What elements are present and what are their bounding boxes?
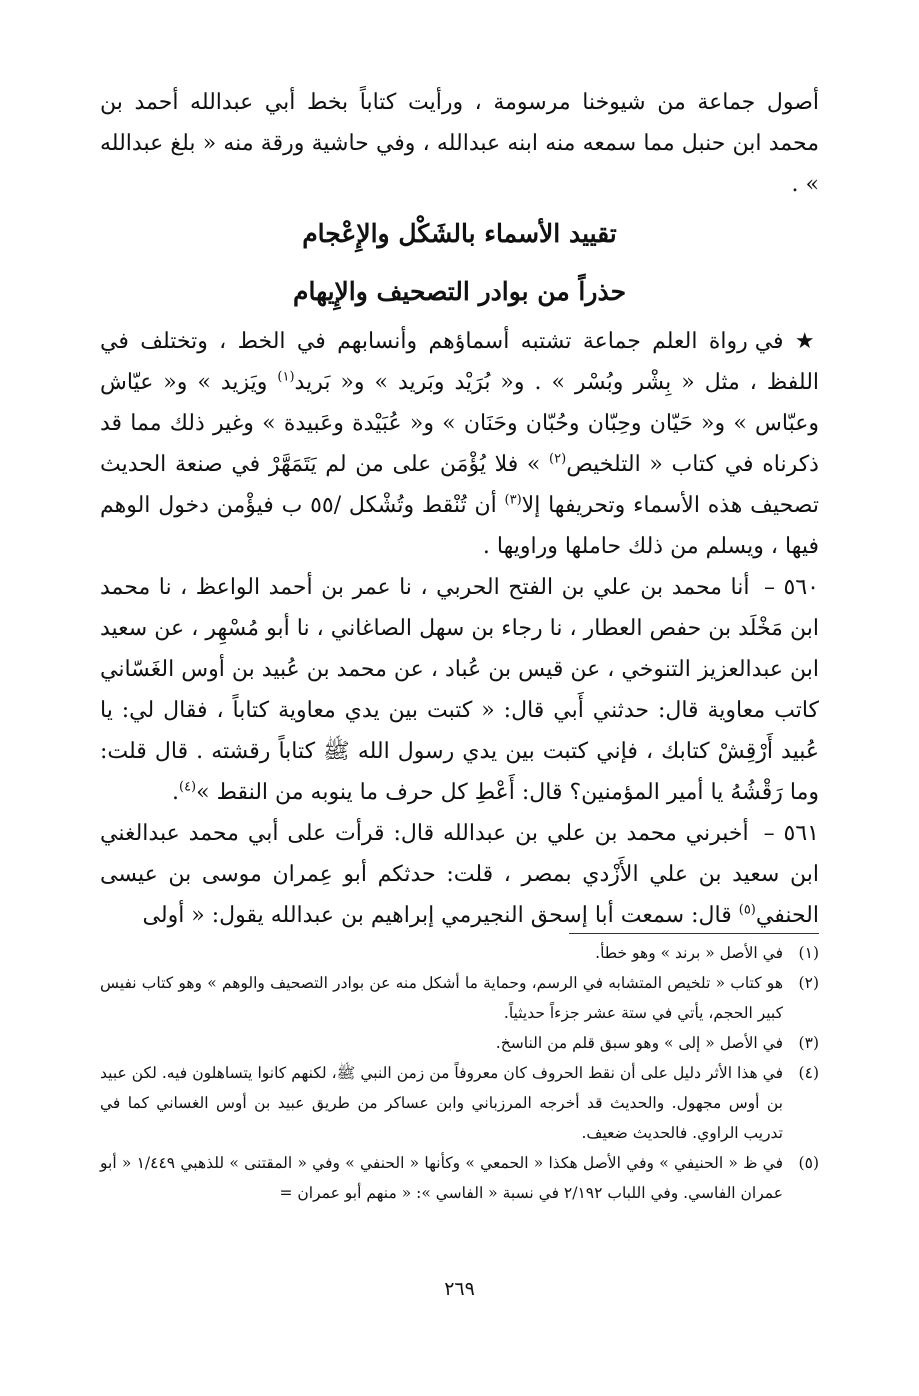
intro-line-1: أصول جماعة من شيوخنا مرسومة ، ورأيت كتاباً بخط أبي عبدالله أحمد بن محمد — [100, 90, 819, 156]
hadith-number-561: ٥٦١ – — [763, 821, 819, 846]
footnote-ref-5[interactable]: (٥) — [738, 902, 756, 918]
footnote-number: (٣) — [798, 1034, 819, 1052]
hadith-561-text-2: قال: سمعت أبا إسحق النجيرمي إبراهيم بن عبدالله يقول: « أولى — [142, 903, 732, 928]
section-paragraph — [100, 321, 819, 567]
footnote-ref-1[interactable]: (١) — [277, 369, 295, 385]
footnote-ref-3[interactable]: (٣) — [504, 492, 522, 508]
footnote-number: (٥) — [798, 1154, 819, 1172]
section-text-1: في رواة العلم جماعة تشتبه أسماؤهم وأنسابهم في الخط ، وتختلف في اللفظ ، مثل « بِشْر وبُسْر » . و« بُرَيْد وبَريد » و« بَريد — [100, 329, 820, 395]
hadith-number-560: ٥٦٠ – — [764, 575, 819, 600]
main-text — [100, 82, 819, 936]
footnote-ref-4[interactable]: (٤) — [178, 779, 197, 795]
intro-line-2: ابن حنبل مما سمعه منه ابنه عبدالله ، وفي حاشية ورقة منه « بلغ عبدالله » . — [100, 131, 819, 197]
footnote-ref-2[interactable]: (٢) — [549, 451, 567, 467]
footnote-text: في ظ « الحنيفي » وفي الأصل هكذا « الحمعي » وكأنها « الحنفي » وفي « المقتنى » للذهبي ١/٤٤٩ « أبو عمران الفاسي. وفي اللباب ٢/١٩٢ في نسبة « الفاسي »: « منهم أبو عمران = — [100, 1154, 783, 1202]
hadith-561 — [100, 813, 819, 936]
hadith-560 — [100, 567, 819, 813]
hadith-561-text: أخبرني محمد بن علي بن عبدالله قال: قرأت على أبي محمد عبدالغني ابن سعيد بن علي الأَزْدي بمصر ، قلت: حدثكم أبو عِمران موسى بن عيسى الحنفي — [100, 821, 819, 928]
footnote-number: (٢) — [798, 974, 819, 992]
footnote-text: في هذا الأثر دليل على أن نقط الحروف كان معروفاً من زمن النبي ﷺ، لكنهم كانوا يتساهلون فيه. لكن عبيد بن أوس مجهول. والحديث قد أخرجه المرزباني وابن عساكر من طريق عبيد بن أوس الغساني كما في تدريب الراوي. فالحديث ضعيف. — [100, 1064, 783, 1142]
hadith-560-end: . — [171, 780, 179, 805]
hadith-560-text: أنا محمد بن علي بن الفتح الحربي ، نا عمر بن أحمد الواعظ ، نا محمد ابن مَخْلَد بن حفص العطار ، نا رجاء بن سهل الصاغاني ، نا أبو مُسْهِر ، عن سعيد ابن عبدالعزيز التنوخي ، عن قيس بن عُباد ، عن محمد بن عُبيد بن أوس الغَسّاني كاتب معاوية قال: حدثني أَبي قال: « كتبت بين يدي معاوية كتاباً ، فقال لي: يا عُبيد أَرْقِشْ كتابك ، فإني كتبت بين يدي رسول الله ﷺ كتاباً رقشته . قال قلت: وما رَقْشُهُ يا أمير المؤمنين؟ قال: أَعْطِ كل حرف ما ينوبه من النقط » — [100, 575, 819, 805]
footnote-1 — [100, 938, 819, 968]
section-text-3: » فلا يُؤْمَن على من لم يَتَمَهَّرْ في صنعة الحديث تصحيف هذه الأسماء وتحريفها إلا — [100, 452, 819, 518]
footnote-5 — [100, 1148, 819, 1208]
footnotes — [100, 938, 819, 1208]
intro-paragraph — [100, 82, 819, 205]
footnote-number: (١) — [798, 944, 819, 962]
section-title: تقييد الأسماء بالشَكْل والإِعْجام — [302, 219, 617, 248]
footnote-text: هو كتاب « تلخيص المتشابه في الرسم، وحماية ما أشكل منه عن بوادر التصحيف والوهم » وهو كتاب نفيس كبير الحجم، يأتي في ستة عشر جزءاً حديثياً. — [100, 974, 783, 1022]
footnote-3 — [100, 1028, 819, 1058]
page-number: ٢٦٩ — [444, 1278, 475, 1300]
section-text-4: أن تُنْقط وتُشْكل /٥٥ ب فيؤْمن دخول الوهم فيها ، ويسلم من ذلك حاملها وراويها . — [100, 493, 819, 559]
section-subtitle: حذراً من بوادر التصحيف والإِيهام — [292, 277, 627, 306]
section-text-2: ويَزيد » و« عيّاش وعبّاس » و« حَيّان وحِبّان وحُبّان وحَنَان » و« عُبَيْدة وعَبيدة » وغير ذلك مما قد ذكرناه في كتاب « التلخيص — [100, 370, 819, 477]
footnote-divider — [569, 933, 819, 934]
footnote-text: في الأصل « إلى » وهو سبق قلم من الناسخ. — [495, 1034, 783, 1052]
footnote-text: في الأصل « برند » وهو خطأ. — [595, 944, 783, 962]
footnote-2 — [100, 968, 819, 1028]
footnote-number: (٤) — [798, 1064, 819, 1082]
footnote-4 — [100, 1058, 819, 1148]
star-marker: ★ — [794, 329, 819, 354]
